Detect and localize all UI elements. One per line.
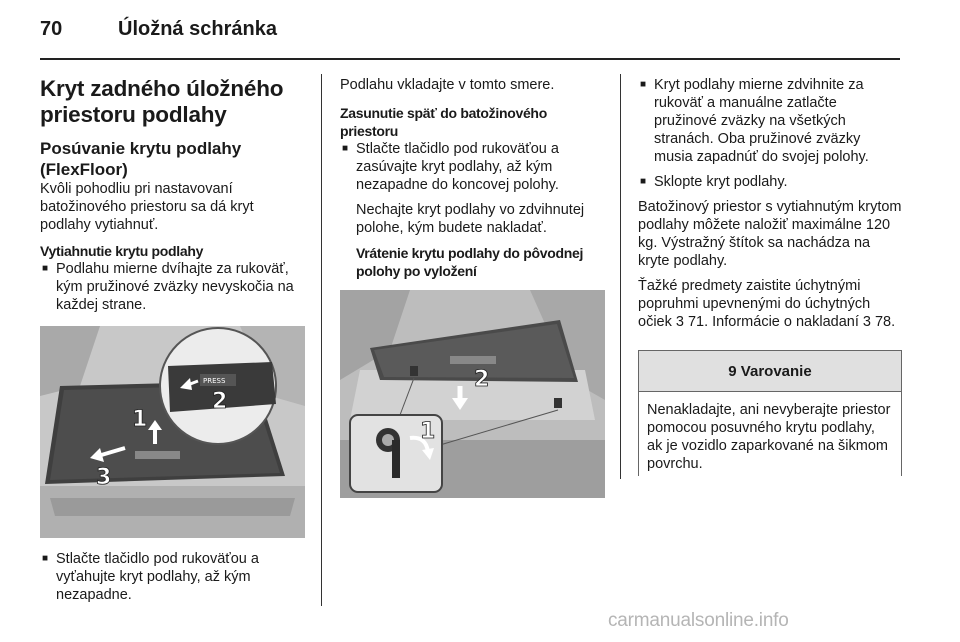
page-number: 70 xyxy=(40,18,63,40)
bullet-lift-floor: ■ Podlahu mierne dvíhajte za rukoväť, kým pružinové zväzky nevyskočia na každej strane. xyxy=(40,260,305,314)
heading-slide-back: Zasunutie späť do batožinového priestoru xyxy=(340,105,547,139)
figure-return-floor xyxy=(340,290,605,498)
insert-direction-text: Podlahu vkladajte v tomto smere. xyxy=(340,77,555,93)
section-title: Kryt zadného úložného priestoru podlahy xyxy=(40,76,284,127)
secure-objects-text: Ťažké predmety zaistite úchytnými popruhmi upevnenými do úchytných očiek 3 71. Informácie o nakladaní 3 78. xyxy=(638,278,896,330)
callout-3: 3 xyxy=(96,465,112,490)
heading-pull-out: Vytiahnutie krytu podlahy xyxy=(40,243,204,259)
warning-box xyxy=(638,350,902,476)
warning-text: Nenakladajte, ani nevyberajte priestor pomocou posuvného krytu podlahy, ak je vozidlo zaparkované na šikmom povrchu. xyxy=(647,402,891,472)
column-2 xyxy=(340,76,605,498)
callout-1: 1 xyxy=(132,407,148,432)
figure-pull-out-floor xyxy=(40,326,305,538)
callout-2: 2 xyxy=(474,367,490,392)
bullet-lift-and-push: ■ Kryt podlahy mierne zdvihnite za rukoväť a manuálne zatlačte pružinové zväzky na všetkých stranách. Oba pružinové zväzky musia zapadnúť do svojej polohy. xyxy=(638,76,903,166)
page-header xyxy=(40,18,277,48)
press-label: PRESS xyxy=(203,377,226,385)
load-limit-text: Batožinový priestor s vytiahnutým krytom podlahy môžete naložiť maximálne 120 kg. Výstražný štítok sa nachádza na kryte podlahy. xyxy=(638,199,902,269)
column-divider-1 xyxy=(321,74,322,606)
bullet-slide-back: ■ Stlačte tlačidlo pod rukoväťou a zasúvajte kryt podlahy, až kým nezapadne do koncovej polohy. xyxy=(340,140,605,194)
warning-title: 9 Varovanie xyxy=(639,351,901,392)
column-1 xyxy=(40,76,305,604)
column-divider-2 xyxy=(620,74,621,479)
heading-return-floor: Vrátenie krytu podlahy do pôvodnej polohy po vyložení xyxy=(356,245,584,279)
bullet-fold-down: ■ Sklopte kryt podlahy. xyxy=(638,173,903,191)
intro-paragraph: Kvôli pohodliu pri nastavovaní batožinového priestoru sa dá kryt podlahy vytiahnuť. xyxy=(40,181,254,233)
chapter-title: Úložná schránka xyxy=(118,18,277,40)
header-rule xyxy=(40,58,900,60)
watermark: carmanualsonline.info xyxy=(608,610,789,631)
callout-1: 1 xyxy=(420,419,436,444)
subsection-title: Posúvanie krytu podlahy (FlexFloor) xyxy=(40,139,242,179)
callout-2: 2 xyxy=(212,389,228,414)
column-3 xyxy=(638,76,903,331)
bullet-press-button: ■ Stlačte tlačidlo pod rukoväťou a vyťahujte kryt podlahy, až kým nezapadne. xyxy=(40,550,305,604)
leave-raised-text: Nechajte kryt podlahy vo zdvihnutej polohe, kým budete nakladať. xyxy=(356,202,585,236)
